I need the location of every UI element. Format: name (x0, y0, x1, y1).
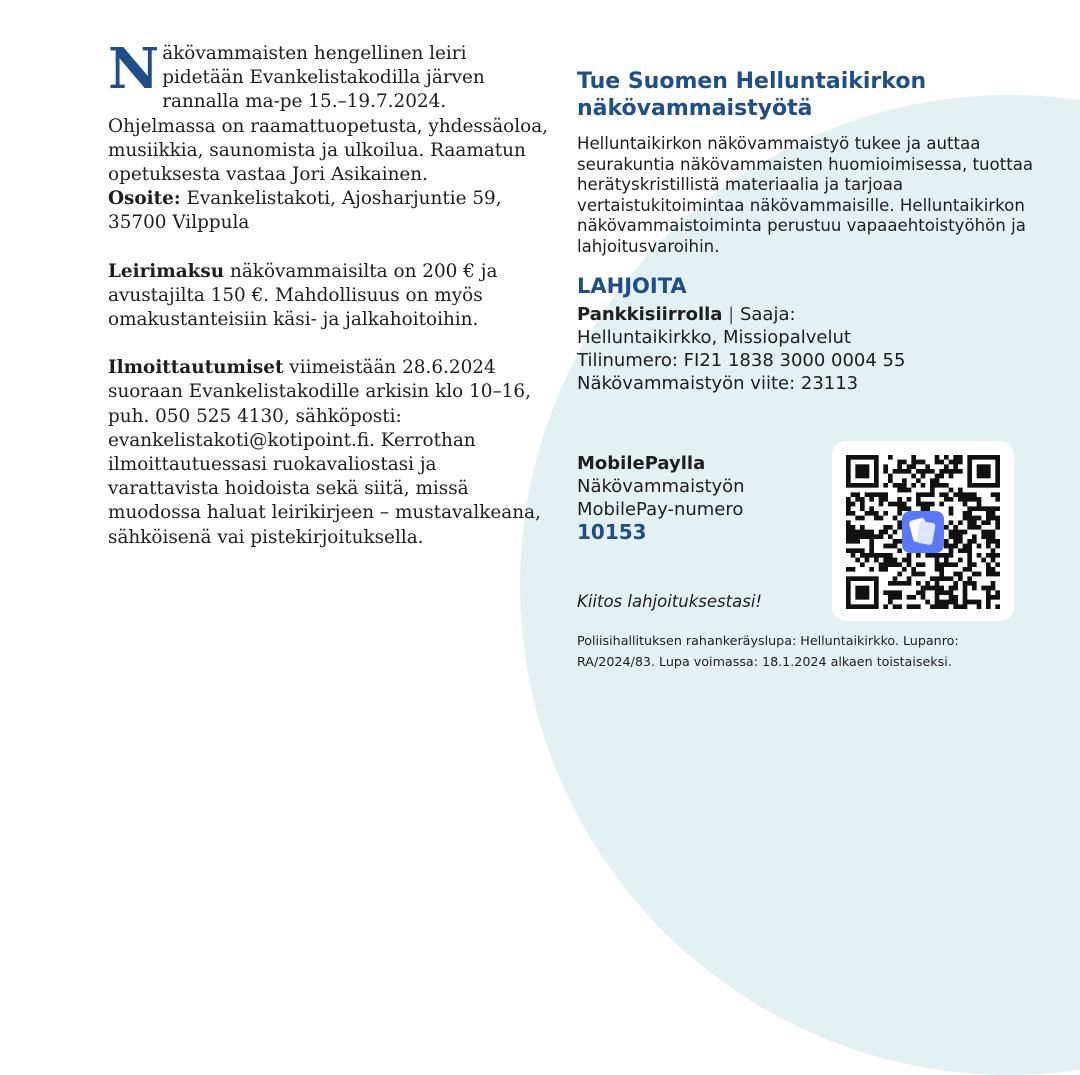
donation-title (577, 68, 1047, 122)
address-label: Osoite: (108, 188, 181, 210)
title-line-2: näkövammaistyötä (577, 96, 813, 121)
fee-label: Leirimaksu (108, 260, 225, 282)
signup-label: Ilmoittautumiset (108, 357, 284, 379)
mobilepay-label: MobilePaylla (577, 453, 706, 474)
camp-fee (108, 260, 548, 333)
thanks-text: Kiitos lahjoituksestasi! (577, 592, 763, 611)
donation-column (577, 68, 1047, 395)
intro-text: äkövammaisten hengellinen leiri pidetään Evankelistakodilla järven rannalla ma-pe 15.–19.7.2024. Ohjelmassa on raamattuopetusta, yhdessäoloa, musiikkia, saunomista ja ulkoilua. Raamatun opetuksesta vastaa Jori Asikainen. (108, 43, 549, 186)
signup-text: viimeistään 28.6.2024 suoraan Evankelistakodille arkisin klo 10–16, puh. 050 525 4130, sähköposti: evankelistakoti@kotipoint.fi. Kerrothan ilmoittautuessasi ruokavaliostasi ja varattavista hoidoista sekä siitä, missä muodossa haluat leirikirjeen – mustavalkeana, sähköisenä vai pistekirjoituksella. (108, 357, 541, 548)
camp-intro (108, 36, 549, 187)
mobilepay-icon (902, 511, 944, 553)
bank-payee: Helluntaikirkko, Missiopalvelut (577, 327, 851, 348)
bank-reference: Näkövammaistyön viite: 23113 (577, 373, 859, 394)
fee-text: näkövammaisilta on 200 € ja avustajilta 150 €. Mahdollisuus on myös omakustanteisiin käsi- ja jalkahoitoihin. (108, 260, 498, 331)
mobilepay-number: 10153 (577, 520, 647, 544)
mobilepay-qr-code[interactable] (846, 455, 1000, 609)
camp-signup (108, 356, 548, 550)
qr-finder-pattern (846, 455, 879, 488)
mobilepay-line-2: MobilePay-numero (577, 499, 744, 520)
mobilepay-info (577, 452, 817, 544)
bank-separator: | (722, 304, 740, 325)
donate-heading: LAHJOITA (577, 274, 687, 298)
qr-finder-pattern (967, 455, 1000, 488)
bank-transfer-info (577, 303, 1047, 395)
qr-card (832, 441, 1014, 621)
qr-finder-pattern (846, 576, 879, 609)
title-line-1: Tue Suomen Helluntaikirkon (577, 69, 927, 94)
camp-address (108, 187, 548, 235)
donation-description: Helluntaikirkon näkövammaistyö tukee ja auttaa seurakuntia näkövammaisten huomioimisessa, tuottaa herätyskristillistä materiaalia ja tarjoaa vertaistukitoimintaa näkövammaisille. Helluntaikirkon näkövammaistoiminta perustuu vapaaehtoistyöhön ja lahjoitusvaroihin. (577, 134, 1034, 256)
address-text: Evankelistakoti, Ajosharjuntie 59, 35700 Vilppula (108, 188, 502, 234)
mobilepay-line-1: Näkövammaistyön (577, 476, 745, 497)
bank-account: Tilinumero: FI21 1838 3000 0004 55 (577, 350, 906, 371)
permit-text: Poliisihallituksen rahankeräyslupa: Helluntaikirkko. Lupanro: RA/2024/83. Lupa voimassa: 18.1.2024 alkaen toistaiseksi. (577, 633, 959, 669)
bank-payee-label: Saaja: (739, 304, 796, 325)
drop-cap: N (108, 36, 160, 102)
bank-label: Pankkisiirrolla (577, 304, 723, 325)
camp-info-column (108, 36, 549, 550)
